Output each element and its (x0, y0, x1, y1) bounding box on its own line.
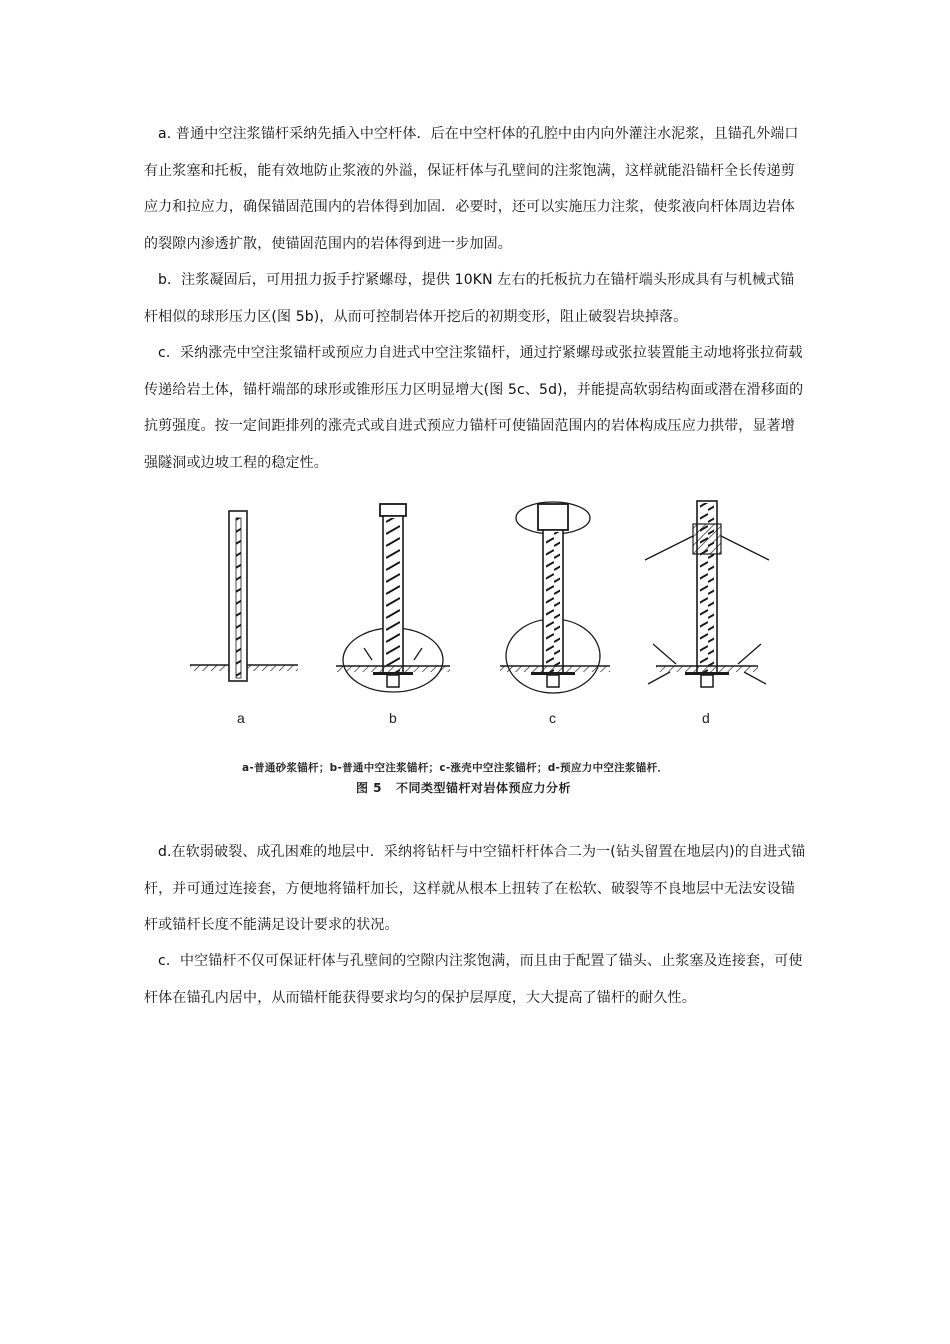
figure-legend: a-普通砂浆锚杆；b-普通中空注浆锚杆；c-涨壳中空注浆锚杆；d-预应力中空注浆锚杆． (242, 762, 669, 774)
paragraph-c: c．采纳涨壳中空注浆锚杆或预应力自进式中空注浆锚杆，通过拧紧螺母或张拉装置能主动地将张拉荷载传递给岩土体，锚杆端部的球形或锥形压力区明显增大(图 5c、5d)，并能提高软弱结构面或潜在滑移面的抗剪强度。按一定间距排列的涨壳式或自进式预应力锚杆可使锚固范围内的岩体构成压应力拱带，显著增强隧洞或边坡工程的稳定性。 (144, 345, 804, 471)
anchor-bolt-figure (190, 488, 790, 806)
bolt-a-drawing (190, 511, 298, 681)
paragraph-a: a. 普通中空注浆锚杆采纳先插入中空杆体．后在中空杆体的孔腔中由内向外灌注水泥浆，且锚孔外端口有止浆塞和托板，能有效地防止浆液的外溢，保证杆体与孔壁间的注浆饱满，这样就能沿锚杆全长传递剪应力和拉应力，确保锚固范围内的岩体得到加固．必要时，还可以实施压力注浆，使浆液向杆体周边岩体的裂隙内渗透扩散，使锚固范围内的岩体得到进一步加固。 (144, 126, 799, 252)
figure-caption (356, 779, 585, 796)
figure-title: 不同类型锚杆对岩体预应力分析 (396, 781, 572, 795)
figure-label-b: b (389, 710, 397, 726)
bolt-c-drawing (500, 502, 610, 693)
figure-label-c: c (549, 710, 556, 726)
figure-label-d: d (702, 710, 710, 726)
figure-number: 图 5 (356, 781, 383, 795)
figure-label-a: a (237, 710, 245, 726)
bolt-b-drawing (336, 504, 450, 692)
paragraph-e: c．中空锚杆不仅可保证杆体与孔壁间的空隙内注浆饱满，而且由于配置了锚头、止浆塞及连接套，可使杆体在锚孔内居中，从而锚杆能获得要求均匀的保护层厚度，大大提高了锚杆的耐久性。 (144, 953, 803, 1006)
anchor-bolt-drawing (190, 488, 790, 758)
bolt-d-drawing (645, 501, 769, 687)
paragraph-b: b．注浆凝固后，可用扭力扳手拧紧螺母，提供 10KN 左右的托板抗力在锚杆端头形成具有与机械式锚杆相似的球形压力区(图 5b)，从而可控制岩体开挖后的初期变形，阻止破裂岩块掉落。 (144, 272, 795, 325)
paragraph-d: d.在软弱破裂、成孔困难的地层中．采纳将钻杆与中空锚杆杆体合二为一(钻头留置在地层内)的自进式锚杆，并可通过连接套，方便地将锚杆加长，这样就从根本上扭转了在松软、破裂等不良地层中无法安设锚杆或锚杆长度不能满足设计要求的状况。 (144, 844, 806, 933)
